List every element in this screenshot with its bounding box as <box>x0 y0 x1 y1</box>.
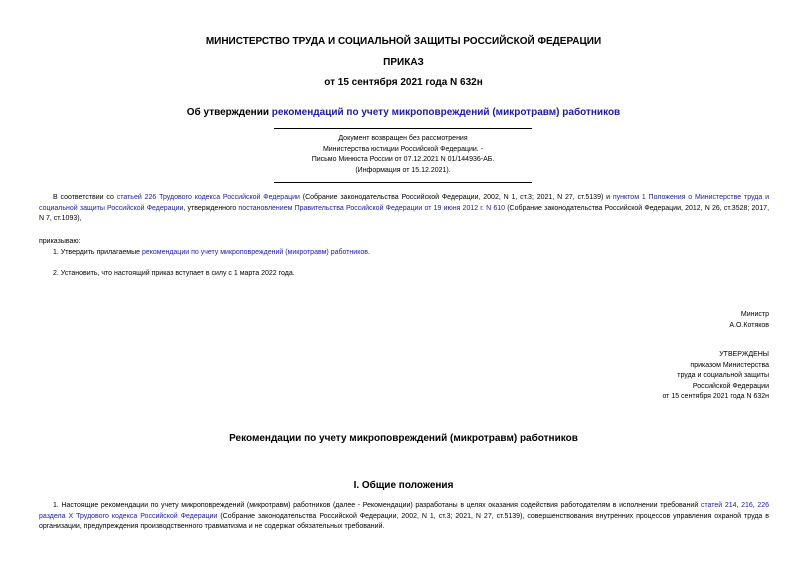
orders-word: приказываю: <box>39 238 81 245</box>
approval-block <box>662 350 769 403</box>
signature-block <box>729 310 769 331</box>
note-line-3: Письмо Минюста России от 07.12.2021 N 01/144936-АБ. <box>311 156 495 163</box>
section-1-title: I. Общие положения <box>353 480 454 491</box>
order-item-1: 1. Утвердить прилагаемые рекомендации по учету микроповреждений (микротравм) работников. <box>53 249 370 256</box>
approved-line-1: УТВЕРЖДЕНЫ <box>719 351 769 358</box>
approved-line-5: от 15 сентября 2021 года N 632н <box>662 393 769 400</box>
link-article-214[interactable]: статей 214 <box>700 502 737 509</box>
note-line-2: Министерства юстиции Российской Федерации. - <box>322 145 484 153</box>
link-government-decree[interactable]: постановлением Правительства Российской Федерации от 19 июня 2012 г. N 610 <box>238 204 506 212</box>
link-article-226-section[interactable]: 226 <box>757 502 770 509</box>
order-item-2: 2. Установить, что настоящий приказ вступает в силу с 1 марта 2022 года. <box>53 270 295 277</box>
preamble-paragraph: В соответствии со статьей 226 Трудового кодекса Российской Федерации (Собрание законодательства Российской Федерации, 2002, N 1, ст.3; 2021, N 27, ст.5139) и пунктом 1 Положения о Министерстве труда и социальной защиты Российской Федерации, утвержденного постановлением Правительства Российской Федерации от 19 июня 2012 г. N 610 (Собрание законодательства Российской Федерации, 2012, N 26, ст.3528; 2017, N 7, ст.1093), <box>39 194 770 222</box>
doc-type-heading: ПРИКАЗ <box>383 57 424 68</box>
note-line-4: (Информация от 15.12.2021). <box>355 166 451 174</box>
note-line-1: Документ возвращен без рассмотрения <box>338 135 468 142</box>
approved-line-4: Российской Федерации <box>692 382 769 390</box>
title-prefix: Об утверждении <box>186 107 272 118</box>
link-labor-code-section-x[interactable]: раздела X Трудового кодекса Российской Федерации <box>39 512 218 520</box>
title-link[interactable]: рекомендаций по учету микроповреждений (микротравм) работников <box>271 107 621 118</box>
approved-line-3: труда и социальной защиты <box>677 372 769 379</box>
document-title <box>0 107 807 118</box>
ministry-heading: МИНИСТЕРСТВО ТРУДА И СОЦИАЛЬНОЙ ЗАЩИТЫ РОССИЙСКОЙ ФЕДЕРАЦИИ <box>205 36 602 47</box>
signature-name: А.О.Котяков <box>729 321 769 329</box>
link-recommendations[interactable]: рекомендации по учету микроповреждений (микротравм) работников <box>141 249 368 256</box>
date-number-heading: от 15 сентября 2021 года N 632н <box>324 77 483 88</box>
link-article-226[interactable]: статьей 226 Трудового кодекса Российской Федерации <box>116 194 300 201</box>
section-1-paragraph: 1. Настоящие рекомендации по учету микроповреждений (микротравм) работников (далее - Рекомендации) разработаны в целях оказания содействия работодателям в исполнении требований статей 214, 216, 226 раздела X Трудового кодекса Российской Федерации (Собрание законодательства Российской Федерации, 2002, N 1, ст.3; 2021, N 27, ст.5139), совершенствования внутренних процессов управления охраной труда в организации, предупреждения производственного травматизма и не содержат обязательных требований. <box>39 502 770 530</box>
link-article-216[interactable]: 216 <box>741 502 753 509</box>
approved-line-2: приказом Министерства <box>690 361 769 369</box>
recommendations-title: Рекомендации по учету микроповреждений (микротравм) работников <box>229 433 578 444</box>
link-regulation-item-1[interactable]: пунктом 1 Положения о Министерстве труда и социальной защиты Российской Федерации <box>39 194 770 212</box>
status-note <box>274 128 532 183</box>
signature-position: Министр <box>740 311 769 318</box>
